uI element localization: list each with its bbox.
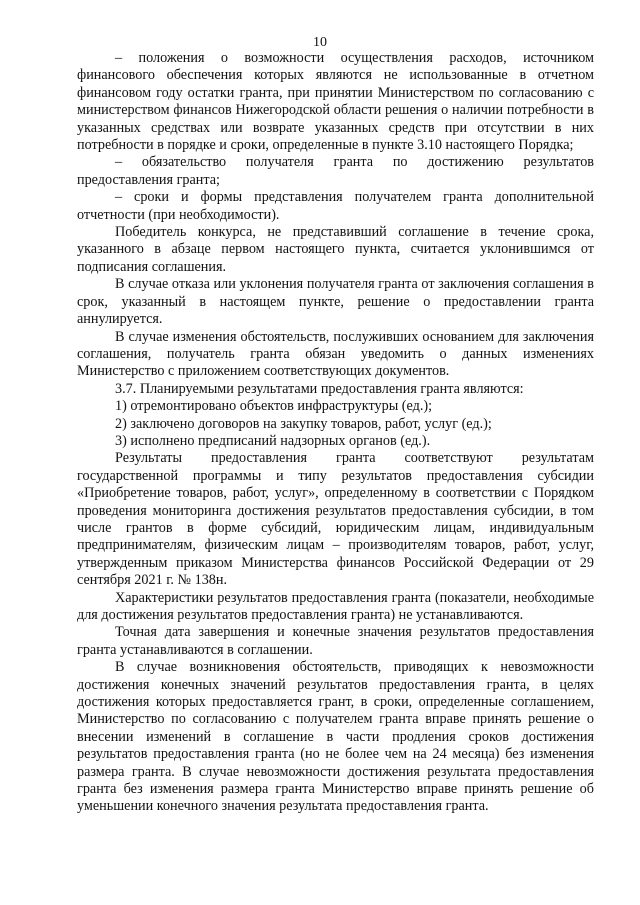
paragraph-completion-date: Точная дата завершения и конечные значения результатов предоставления гранта устанавливаются в соглашении.: [77, 624, 594, 658]
paragraph-circumstances-impossibility: В случае возникновения обстоятельств, приводящих к невозможности достижения конечных значений результатов предоставления гранта, в целях достижения которых предоставляется грант, в сроки, определенные соглашением, Министерство по согласованию с получателем гранта вправе принять решение о внесении изменений в соглашение в части продления сроков достижения результатов предоставления гранта (но не более чем на 24 месяца) без изменения размера гранта. В случае невозможности достижения результата предоставления гранта без изменения размера гранта Министерство вправе принять решение об уменьшении конечного значения результата предоставления гранта.: [77, 659, 594, 815]
paragraph-section-3-7-heading: 3.7. Планируемыми результатами предоставления гранта являются:: [115, 380, 524, 397]
paragraph-expense-provisions: – положения о возможности осуществления расходов, источником финансового обеспечения которых являются не использованные в отчетном финансовом году остатки гранта, при принятии Министерством по согласованию с министерством финансов Нижегородской области решения о наличии потребности в указанных средствах или возврате указанных средств при отсутствии в них потребности в порядке и сроки, определенные в пункте 3.10 настоящего Порядка;: [77, 50, 594, 154]
document-body: [77, 50, 594, 816]
list-item-result-1: 1) отремонтировано объектов инфраструктуры (ед.);: [115, 398, 433, 415]
paragraph-circumstance-change: В случае изменения обстоятельств, послуживших основанием для заключения соглашения, получатель гранта обязан уведомить о данных изменениях Министерство с приложением соответствующих документов.: [77, 328, 594, 380]
list-item-result-3: 3) исполнено предписаний надзорных органов (ед.).: [115, 432, 431, 449]
paragraph-winner-evasion: Победитель конкурса, не представивший соглашение в течение срока, указанного в абзаце первом настоящего пункта, считается уклонившимся от подписания соглашения.: [77, 224, 594, 275]
page-number: 10: [313, 35, 327, 50]
paragraph-obligation-results: – обязательство получателя гранта по достижению результатов предоставления гранта;: [77, 154, 594, 188]
paragraph-results-correspondence: Результаты предоставления гранта соответствуют результатам государственной программы и типу результатов предоставления субсидии «Приобретение товаров, работ, услуг», определенному в соответствии с Порядком проведения мониторинга достижения результатов предоставления субсидии, в том числе грантов в форме субсидий, юридическим лицам, индивидуальным предпринимателям, физическим лицам – производителям товаров, работ, услуг, утвержденным приказом Министерства финансов Российской Федерации от 29 сентября 2021 г. № 138н.: [77, 450, 594, 589]
paragraph-result-characteristics: Характеристики результатов предоставления гранта (показатели, необходимые для достижения результатов предоставления гранта) не устанавливаются.: [77, 589, 594, 623]
paragraph-reporting-terms: – сроки и формы представления получателем гранта дополнительной отчетности (при необходимости).: [77, 189, 594, 223]
list-item-result-2: 2) заключено договоров на закупку товаров, работ, услуг (ед.);: [115, 415, 492, 432]
paragraph-grant-annulment: В случае отказа или уклонения получателя гранта от заключения соглашения в срок, указанный в настоящем пункте, решение о предоставлении гранта аннулируется.: [77, 276, 594, 328]
